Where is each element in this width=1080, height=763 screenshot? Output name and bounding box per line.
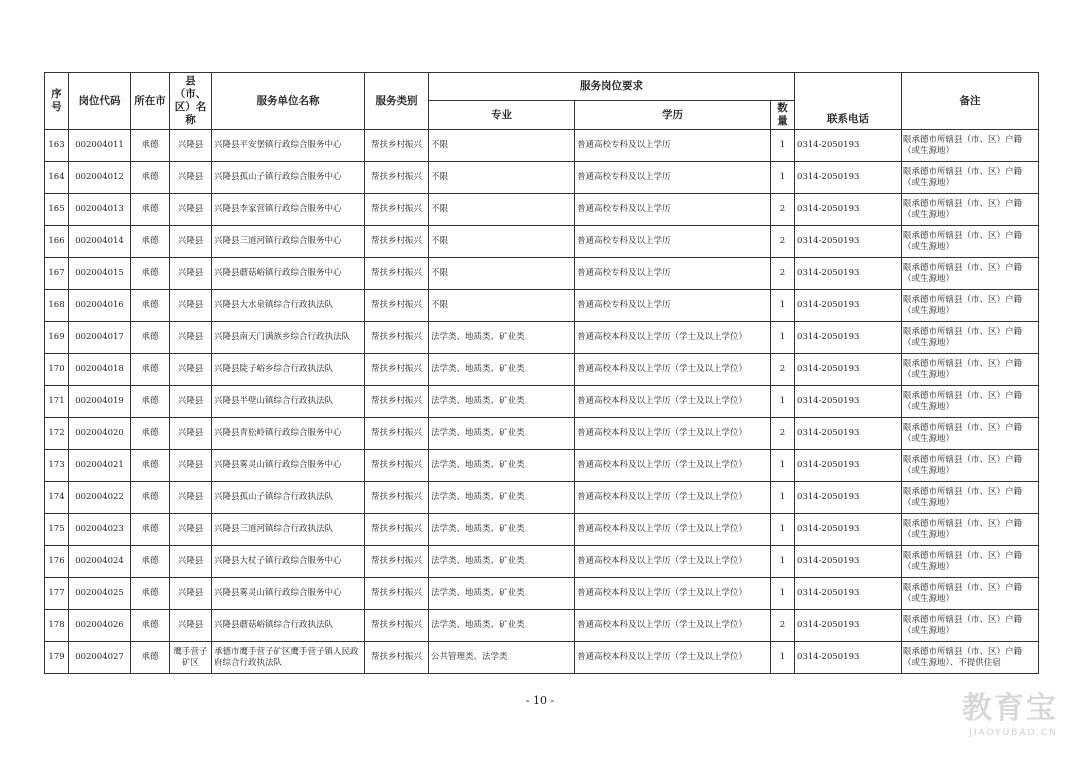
cell-note: 限承德市所辖县（市、区）户籍（或生源地）	[902, 514, 1039, 546]
cell-category: 帮扶乡村振兴	[365, 226, 429, 258]
header-count: 数量	[771, 101, 795, 130]
watermark-text-cn: 教育宝	[962, 691, 1058, 726]
cell-education: 普通高校专科及以上学历	[575, 162, 771, 194]
cell-city: 承德	[131, 482, 170, 514]
cell-category: 帮扶乡村振兴	[365, 194, 429, 226]
header-major: 专业	[429, 101, 575, 130]
cell-code: 002004026	[69, 610, 131, 642]
cell-phone: 0314-2050193	[795, 450, 902, 482]
cell-education: 普通高校专科及以上学历	[575, 130, 771, 162]
cell-unit: 兴隆县大杖子镇行政综合服务中心	[212, 546, 365, 578]
cell-note: 限承德市所辖县（市、区）户籍（或生源地）	[902, 130, 1039, 162]
cell-count: 1	[771, 386, 795, 418]
cell-note: 限承德市所辖县（市、区）户籍（或生源地）、不提供住宿	[902, 642, 1039, 674]
cell-count: 1	[771, 130, 795, 162]
cell-county: 兴隆县	[170, 418, 212, 450]
cell-major: 不限	[429, 290, 575, 322]
header-note: 备注	[902, 73, 1039, 130]
cell-major: 法学类、地质类、矿业类	[429, 322, 575, 354]
cell-count: 1	[771, 162, 795, 194]
cell-major: 法学类、地质类、矿业类	[429, 482, 575, 514]
cell-city: 承德	[131, 162, 170, 194]
cell-code: 002004018	[69, 354, 131, 386]
cell-education: 普通高校本科及以上学历（学士及以上学位）	[575, 418, 771, 450]
cell-note: 限承德市所辖县（市、区）户籍（或生源地）	[902, 418, 1039, 450]
cell-code: 002004024	[69, 546, 131, 578]
cell-city: 承德	[131, 258, 170, 290]
header-requirements: 服务岗位要求	[429, 73, 795, 101]
cell-education: 普通高校本科及以上学历（学士及以上学位）	[575, 482, 771, 514]
cell-seq: 175	[45, 514, 69, 546]
table-row	[45, 162, 1039, 194]
cell-code: 002004014	[69, 226, 131, 258]
cell-count: 1	[771, 642, 795, 674]
cell-major: 法学类、地质类、矿业类	[429, 418, 575, 450]
cell-major: 不限	[429, 162, 575, 194]
cell-county: 兴隆县	[170, 354, 212, 386]
cell-major: 法学类、地质类、矿业类	[429, 514, 575, 546]
cell-major: 法学类、地质类、矿业类	[429, 610, 575, 642]
cell-county: 兴隆县	[170, 386, 212, 418]
cell-category: 帮扶乡村振兴	[365, 386, 429, 418]
cell-phone: 0314-2050193	[795, 642, 902, 674]
cell-city: 承德	[131, 194, 170, 226]
cell-count: 1	[771, 290, 795, 322]
cell-note: 限承德市所辖县（市、区）户籍（或生源地）	[902, 322, 1039, 354]
cell-county: 兴隆县	[170, 482, 212, 514]
cell-unit: 兴隆县陡子峪乡综合行政执法队	[212, 354, 365, 386]
cell-seq: 176	[45, 546, 69, 578]
cell-city: 承德	[131, 578, 170, 610]
cell-count: 2	[771, 418, 795, 450]
cell-code: 002004013	[69, 194, 131, 226]
cell-city: 承德	[131, 546, 170, 578]
cell-major: 不限	[429, 194, 575, 226]
table-row	[45, 546, 1039, 578]
cell-education: 普通高校专科及以上学历	[575, 290, 771, 322]
cell-count: 2	[771, 258, 795, 290]
cell-phone: 0314-2050193	[795, 546, 902, 578]
table-row	[45, 514, 1039, 546]
cell-phone: 0314-2050193	[795, 482, 902, 514]
cell-seq: 178	[45, 610, 69, 642]
cell-major: 不限	[429, 226, 575, 258]
cell-note: 限承德市所辖县（市、区）户籍（或生源地）	[902, 226, 1039, 258]
cell-note: 限承德市所辖县（市、区）户籍（或生源地）	[902, 450, 1039, 482]
cell-note: 限承德市所辖县（市、区）户籍（或生源地）	[902, 290, 1039, 322]
recruitment-table	[44, 72, 1039, 674]
page-number: - 10 -	[525, 694, 555, 707]
cell-city: 承德	[131, 610, 170, 642]
cell-seq: 168	[45, 290, 69, 322]
cell-code: 002004016	[69, 290, 131, 322]
cell-phone: 0314-2050193	[795, 418, 902, 450]
cell-phone: 0314-2050193	[795, 514, 902, 546]
cell-county: 兴隆县	[170, 194, 212, 226]
cell-category: 帮扶乡村振兴	[365, 258, 429, 290]
cell-seq: 173	[45, 450, 69, 482]
recruitment-table-container	[44, 72, 1039, 674]
cell-major: 法学类、地质类、矿业类	[429, 450, 575, 482]
cell-phone: 0314-2050193	[795, 354, 902, 386]
table-row	[45, 290, 1039, 322]
cell-seq: 170	[45, 354, 69, 386]
cell-count: 1	[771, 546, 795, 578]
cell-city: 承德	[131, 386, 170, 418]
cell-count: 2	[771, 354, 795, 386]
cell-unit: 兴隆县雾灵山镇行政综合服务中心	[212, 450, 365, 482]
table-row	[45, 322, 1039, 354]
cell-code: 002004027	[69, 642, 131, 674]
cell-count: 2	[771, 194, 795, 226]
cell-county: 兴隆县	[170, 514, 212, 546]
cell-major: 不限	[429, 258, 575, 290]
cell-education: 普通高校本科及以上学历（学士及以上学位）	[575, 354, 771, 386]
cell-category: 帮扶乡村振兴	[365, 546, 429, 578]
table-row	[45, 610, 1039, 642]
cell-city: 承德	[131, 226, 170, 258]
cell-unit: 兴隆县青松岭镇行政综合服务中心	[212, 418, 365, 450]
table-row	[45, 226, 1039, 258]
cell-education: 普通高校本科及以上学历（学士及以上学位）	[575, 578, 771, 610]
cell-category: 帮扶乡村振兴	[365, 418, 429, 450]
cell-note: 限承德市所辖县（市、区）户籍（或生源地）	[902, 194, 1039, 226]
cell-phone: 0314-2050193	[795, 194, 902, 226]
cell-note: 限承德市所辖县（市、区）户籍（或生源地）	[902, 354, 1039, 386]
cell-phone: 0314-2050193	[795, 258, 902, 290]
cell-seq: 174	[45, 482, 69, 514]
header-county: 县（市、区）名称	[170, 73, 212, 130]
cell-code: 002004025	[69, 578, 131, 610]
cell-education: 普通高校本科及以上学历（学士及以上学位）	[575, 322, 771, 354]
cell-unit: 兴隆县孤山子镇行政综合服务中心	[212, 162, 365, 194]
cell-phone: 0314-2050193	[795, 130, 902, 162]
cell-code: 002004020	[69, 418, 131, 450]
watermark-text-en: JIAOYUBAO.CN	[969, 728, 1058, 738]
header-category: 服务类别	[365, 73, 429, 130]
cell-education: 普通高校专科及以上学历	[575, 226, 771, 258]
cell-code: 002004012	[69, 162, 131, 194]
cell-phone: 0314-2050193	[795, 610, 902, 642]
cell-seq: 166	[45, 226, 69, 258]
cell-category: 帮扶乡村振兴	[365, 322, 429, 354]
table-row	[45, 386, 1039, 418]
cell-county: 兴隆县	[170, 610, 212, 642]
cell-seq: 165	[45, 194, 69, 226]
cell-city: 承德	[131, 418, 170, 450]
cell-unit: 兴隆县三道河镇行政综合服务中心	[212, 226, 365, 258]
cell-major: 法学类、地质类、矿业类	[429, 354, 575, 386]
cell-city: 承德	[131, 642, 170, 674]
cell-phone: 0314-2050193	[795, 290, 902, 322]
cell-seq: 171	[45, 386, 69, 418]
cell-note: 限承德市所辖县（市、区）户籍（或生源地）	[902, 546, 1039, 578]
header-unit: 服务单位名称	[212, 73, 365, 130]
cell-education: 普通高校本科及以上学历（学士及以上学位）	[575, 514, 771, 546]
cell-city: 承德	[131, 130, 170, 162]
cell-county: 兴隆县	[170, 450, 212, 482]
cell-category: 帮扶乡村振兴	[365, 130, 429, 162]
cell-category: 帮扶乡村振兴	[365, 610, 429, 642]
cell-seq: 167	[45, 258, 69, 290]
cell-phone: 0314-2050193	[795, 322, 902, 354]
table-body	[45, 130, 1039, 674]
cell-city: 承德	[131, 450, 170, 482]
cell-category: 帮扶乡村振兴	[365, 162, 429, 194]
cell-city: 承德	[131, 290, 170, 322]
cell-phone: 0314-2050193	[795, 162, 902, 194]
cell-count: 1	[771, 482, 795, 514]
cell-note: 限承德市所辖县（市、区）户籍（或生源地）	[902, 482, 1039, 514]
cell-major: 法学类、地质类、矿业类	[429, 386, 575, 418]
cell-code: 002004022	[69, 482, 131, 514]
cell-code: 002004019	[69, 386, 131, 418]
cell-note: 限承德市所辖县（市、区）户籍（或生源地）	[902, 258, 1039, 290]
header-code: 岗位代码	[69, 73, 131, 130]
cell-county: 鹰手营子矿区	[170, 642, 212, 674]
cell-county: 兴隆县	[170, 546, 212, 578]
cell-major: 公共管理类、法学类	[429, 642, 575, 674]
cell-unit: 承德市鹰手营子矿区鹰手营子镇人民政府综合行政执法队	[212, 642, 365, 674]
cell-education: 普通高校专科及以上学历	[575, 258, 771, 290]
cell-seq: 163	[45, 130, 69, 162]
cell-count: 2	[771, 226, 795, 258]
watermark-logo	[928, 692, 1058, 742]
cell-code: 002004015	[69, 258, 131, 290]
cell-city: 承德	[131, 354, 170, 386]
cell-unit: 兴隆县平安堡镇行政综合服务中心	[212, 130, 365, 162]
cell-city: 承德	[131, 322, 170, 354]
cell-county: 兴隆县	[170, 130, 212, 162]
cell-count: 1	[771, 514, 795, 546]
table-row	[45, 642, 1039, 674]
cell-unit: 兴隆县蘑菇峪镇综合行政执法队	[212, 610, 365, 642]
cell-unit: 兴隆县蘑菇峪镇行政综合服务中心	[212, 258, 365, 290]
table-row	[45, 482, 1039, 514]
cell-unit: 兴隆县李家营镇行政综合服务中心	[212, 194, 365, 226]
cell-note: 限承德市所辖县（市、区）户籍（或生源地）	[902, 386, 1039, 418]
cell-unit: 兴隆县孤山子镇综合行政执法队	[212, 482, 365, 514]
cell-category: 帮扶乡村振兴	[365, 354, 429, 386]
cell-major: 不限	[429, 130, 575, 162]
header-seq: 序号	[45, 73, 69, 130]
cell-count: 1	[771, 450, 795, 482]
cell-phone: 0314-2050193	[795, 578, 902, 610]
cell-category: 帮扶乡村振兴	[365, 290, 429, 322]
cell-county: 兴隆县	[170, 290, 212, 322]
header-education: 学历	[575, 101, 771, 130]
cell-education: 普通高校本科及以上学历（学士及以上学位）	[575, 642, 771, 674]
cell-major: 法学类、地质类、矿业类	[429, 546, 575, 578]
cell-county: 兴隆县	[170, 162, 212, 194]
cell-county: 兴隆县	[170, 226, 212, 258]
cell-count: 1	[771, 322, 795, 354]
header-phone: 联系电话	[795, 73, 902, 130]
cell-seq: 164	[45, 162, 69, 194]
cell-education: 普通高校专科及以上学历	[575, 194, 771, 226]
cell-seq: 179	[45, 642, 69, 674]
cell-county: 兴隆县	[170, 578, 212, 610]
cell-code: 002004011	[69, 130, 131, 162]
cell-county: 兴隆县	[170, 258, 212, 290]
cell-code: 002004017	[69, 322, 131, 354]
cell-seq: 177	[45, 578, 69, 610]
cell-unit: 兴隆县大水泉镇综合行政执法队	[212, 290, 365, 322]
cell-education: 普通高校本科及以上学历（学士及以上学位）	[575, 450, 771, 482]
cell-count: 2	[771, 610, 795, 642]
cell-category: 帮扶乡村振兴	[365, 450, 429, 482]
cell-category: 帮扶乡村振兴	[365, 482, 429, 514]
cell-category: 帮扶乡村振兴	[365, 578, 429, 610]
cell-seq: 172	[45, 418, 69, 450]
cell-category: 帮扶乡村振兴	[365, 642, 429, 674]
cell-city: 承德	[131, 514, 170, 546]
cell-county: 兴隆县	[170, 322, 212, 354]
cell-phone: 0314-2050193	[795, 386, 902, 418]
cell-code: 002004021	[69, 450, 131, 482]
cell-unit: 兴隆县半壁山镇综合行政执法队	[212, 386, 365, 418]
cell-unit: 兴隆县南天门满族乡综合行政执法队	[212, 322, 365, 354]
cell-category: 帮扶乡村振兴	[365, 514, 429, 546]
table-row	[45, 450, 1039, 482]
cell-education: 普通高校本科及以上学历（学士及以上学位）	[575, 610, 771, 642]
cell-unit: 兴隆县三道河镇综合行政执法队	[212, 514, 365, 546]
table-row	[45, 258, 1039, 290]
table-row	[45, 578, 1039, 610]
table-row	[45, 130, 1039, 162]
cell-count: 1	[771, 578, 795, 610]
cell-note: 限承德市所辖县（市、区）户籍（或生源地）	[902, 162, 1039, 194]
cell-code: 002004023	[69, 514, 131, 546]
cell-phone: 0314-2050193	[795, 226, 902, 258]
table-row	[45, 418, 1039, 450]
cell-major: 法学类、地质类、矿业类	[429, 578, 575, 610]
table-row	[45, 354, 1039, 386]
cell-note: 限承德市所辖县（市、区）户籍（或生源地）	[902, 578, 1039, 610]
cell-note: 限承德市所辖县（市、区）户籍（或生源地）	[902, 610, 1039, 642]
cell-unit: 兴隆县雾灵山镇行政综合服务中心	[212, 578, 365, 610]
cell-education: 普通高校本科及以上学历（学士及以上学位）	[575, 386, 771, 418]
cell-seq: 169	[45, 322, 69, 354]
header-city: 所在市	[131, 73, 170, 130]
table-row	[45, 194, 1039, 226]
cell-education: 普通高校本科及以上学历（学士及以上学位）	[575, 546, 771, 578]
